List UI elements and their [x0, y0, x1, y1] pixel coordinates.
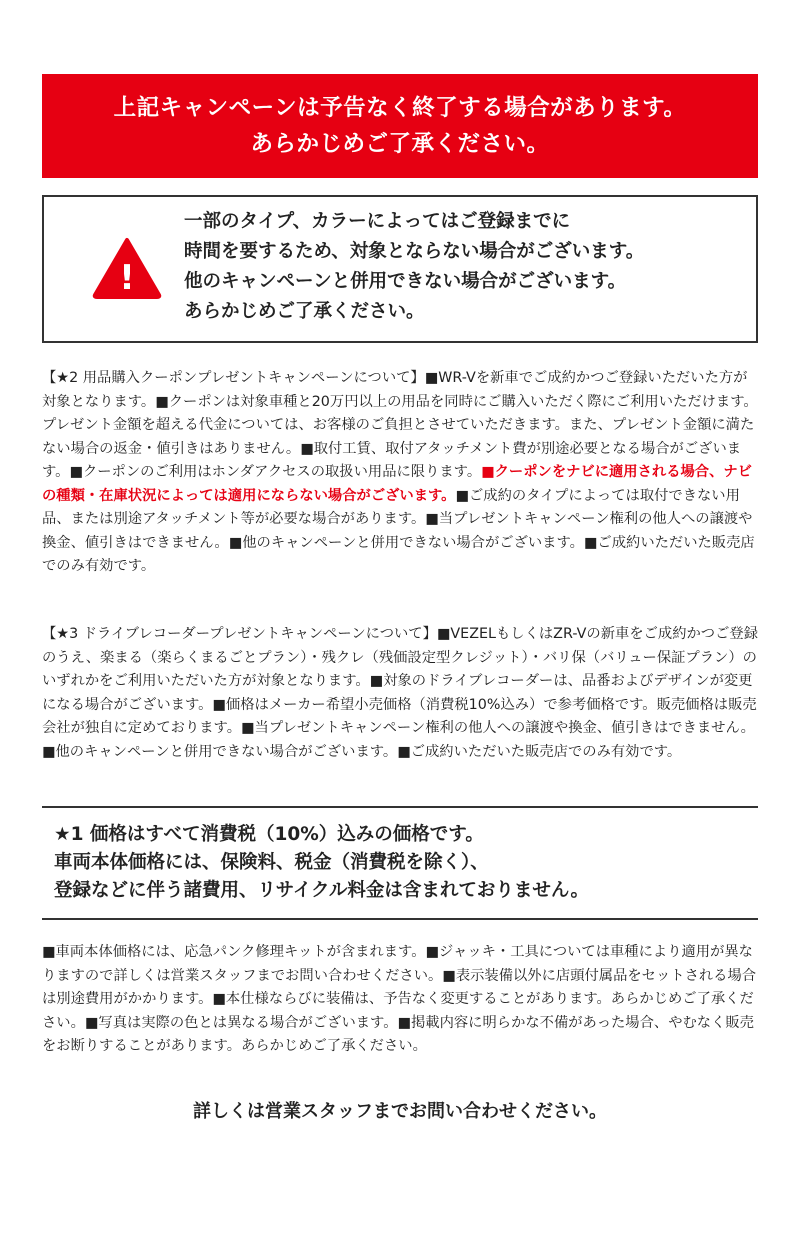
contact-closing: 詳しくは営業スタッフまでお問い合わせください。 [193, 1101, 607, 1122]
general-notes [42, 941, 760, 1059]
warning-line-2: 時間を要するため、対象とならない場合がございます。 [184, 241, 645, 262]
warning-triangle-icon [92, 237, 162, 299]
banner-line-2: あらかじめご了承ください。 [250, 131, 550, 157]
tax-note-line-3: 登録などに伴う諸費用、リサイクル料金は含まれておりません。 [54, 880, 590, 901]
banner-line-1: 上記キャンペーンは予告なく終了する場合があります。 [113, 95, 687, 121]
campaign2-text-after: ■ご成約のタイプによっては取付できない用品、または別途アタッチメント等が必要な場合があります。■当プレゼントキャンペーン権利の他人への譲渡や換金、値引きはできません。■他のキャンペーンと併用できない場合がございます。■ご成約いただいた販売店でのみ有効です。 [42, 487, 755, 574]
divider-top [42, 806, 758, 808]
campaign2-text-red: ■クーポンをナビに適用される場合、ナビの種類・在庫状況によっては適用にならない場合がございます。 [42, 464, 752, 504]
campaign3-text: 【★3 ドライブレコーダープレゼントキャンペーンについて】■VEZELもしくはZR-Vの新車をご成約かつご登録のうえ、楽まる（楽らくまるごとプラン）・残クレ（残価設定型クレジット）・バリ保（バリュー保証プラン）のいずれかをご利用いただいた方が対象となります。■対象のドライブレコーダーは、品番およびデザインが変更になる場合がございます。■価格はメーカー希望小売価格（消費税10%込み）で参考価格です。販売価格は販売会社が独自に定めております。■当プレゼントキャンペーン権利の他人への譲渡や換金、値引きはできません。■他のキャンペーンと併用できない場合がございます。■ご成約いただいた販売店でのみ有効です。 [42, 626, 758, 760]
warning-line-4: あらかじめご了承ください。 [184, 301, 425, 322]
campaign2-text-before: 【★2 用品購入クーポンプレゼントキャンペーンについて】■WR-Vを新車でご成約かつご登録いただいた方が対象となります。■クーポンは対象車種と20万円以上の用品を同時にご購入いただく際にご利用いただけます。プレゼント金額を超える代金については、お客様のご負担とさせていただきます。また、プレゼント金額に満たない場合の返金・値引きはありません。■取付工賃、取付アタッチメント費が別途必要となる場合がございます。■クーポンのご利用はホンダアクセスの取扱い用品に限ります。 [42, 370, 758, 480]
campaign2-terms [42, 367, 760, 579]
tax-note-line-1: ★1 価格はすべて消費税（10%）込みの価格です。 [54, 824, 484, 845]
tax-note [54, 821, 589, 905]
warning-exclamation: ! [119, 258, 135, 298]
campaign3-terms [42, 623, 760, 764]
warning-line-1: 一部のタイプ、カラーによってはご登録までに [184, 211, 571, 232]
warning-box [42, 195, 758, 343]
tax-note-line-2: 車両本体価格には、保険料、税金（消費税を除く）、 [54, 852, 489, 873]
warning-text [184, 207, 644, 327]
campaign-end-banner [42, 74, 758, 178]
warning-line-3: 他のキャンペーンと併用できない場合がございます。 [184, 271, 627, 292]
general-notes-text: ■車両本体価格には、応急パンク修理キットが含まれます。■ジャッキ・工具については車種により適用が異なりますので詳しくは営業スタッフまでお問い合わせください。■表示装備以外に店頭付属品をセットされる場合は別途費用がかかります。■本仕様ならびに装備は、予告なく変更することがあります。あらかじめご了承ください。■写真は実際の色とは異なる場合がございます。■掲載内容に明らかな不備があった場合、やむなく販売をお断りすることがあります。あらかじめご了承ください。 [42, 944, 757, 1054]
divider-bottom [42, 918, 758, 920]
